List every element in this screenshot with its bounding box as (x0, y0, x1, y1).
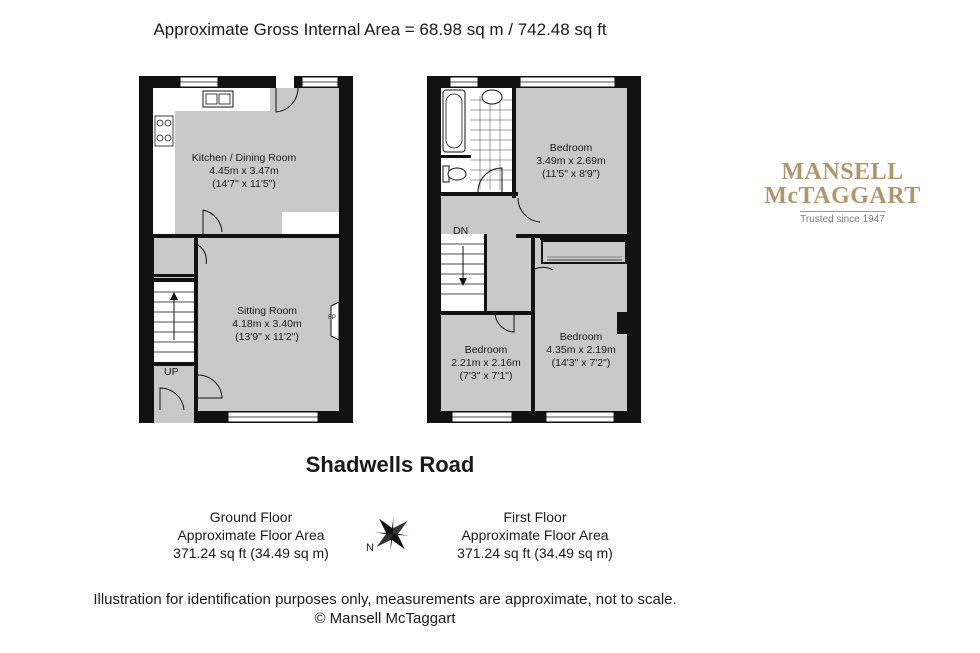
first-stairs (441, 234, 487, 311)
sink-icon (203, 91, 233, 107)
stairs-down-label: DN (453, 225, 469, 237)
ground-stairs (154, 282, 194, 362)
room-size-metric: 3.49m x 2.69m (536, 155, 606, 167)
floor-area-value: 371.24 sq ft (34.49 sq m) (173, 545, 329, 561)
copyright-text: © Mansell McTaggart (314, 610, 456, 627)
room-size-metric: 4.35m x 2.19m (546, 344, 616, 356)
room-name: Bedroom (559, 331, 603, 343)
fireplace-icon (331, 302, 339, 340)
room-size-metric: 4.18m x 3.40m (232, 318, 302, 330)
hob-icon (155, 116, 173, 146)
room-size-imperial: (14'7" x 11'5") (212, 178, 276, 190)
room-size-imperial: (13'9" x 11'2") (235, 331, 299, 343)
room-size-metric: 2.21m x 2.16m (451, 357, 521, 369)
floor-area-label: Approximate Floor Area (177, 527, 325, 543)
basin-icon (482, 90, 502, 104)
bedroom-3-floor (535, 240, 627, 411)
room-name: Kitchen / Dining Room (191, 152, 297, 164)
logo-line-2: McTAGGART (764, 183, 921, 209)
compass-north-label: N (366, 542, 374, 554)
first-floor-area (410, 508, 660, 562)
gross-internal-area: Approximate Gross Internal Area = 68.98 sq m / 742.48 sq ft (153, 20, 607, 39)
kitchen-island-counter (282, 212, 339, 234)
ground-floor-area (126, 508, 376, 562)
room-size-imperial: (11'5" x 8'9") (542, 168, 600, 180)
room-name: Sitting Room (236, 305, 298, 317)
room-label-kitchen-dining (184, 152, 304, 191)
hall-floor (154, 238, 194, 278)
room-size-imperial: (7'3" x 7'1") (459, 370, 513, 382)
logo-line-1: MANSELL (781, 159, 904, 185)
logo-tagline: Trusted since 1947 (800, 211, 885, 225)
room-label-bedroom-1 (516, 142, 626, 181)
floor-title: First Floor (503, 509, 567, 525)
room-label-bedroom-2 (436, 344, 536, 383)
room-label-sitting-room (207, 305, 327, 344)
floor-title: Ground Floor (209, 509, 293, 525)
floor-area-label: Approximate Floor Area (461, 527, 609, 543)
room-size-metric: 4.45m x 3.47m (209, 165, 279, 177)
disclaimer-text: Illustration for identification purposes only, measurements are approximate, not to scale. (93, 591, 677, 608)
road-name: Shadwells Road (305, 452, 475, 477)
agency-logo (755, 160, 930, 227)
stairs-up-label: UP (164, 366, 179, 378)
room-label-bedroom-3 (531, 331, 631, 370)
disclaimer (0, 590, 770, 628)
room-size-imperial: (14'3" x 7'2") (551, 357, 611, 369)
fireplace-label: FP (328, 315, 336, 321)
room-name: Bedroom (549, 142, 593, 154)
room-name: Bedroom (464, 344, 508, 356)
floor-area-value: 371.24 sq ft (34.49 sq m) (457, 545, 613, 561)
